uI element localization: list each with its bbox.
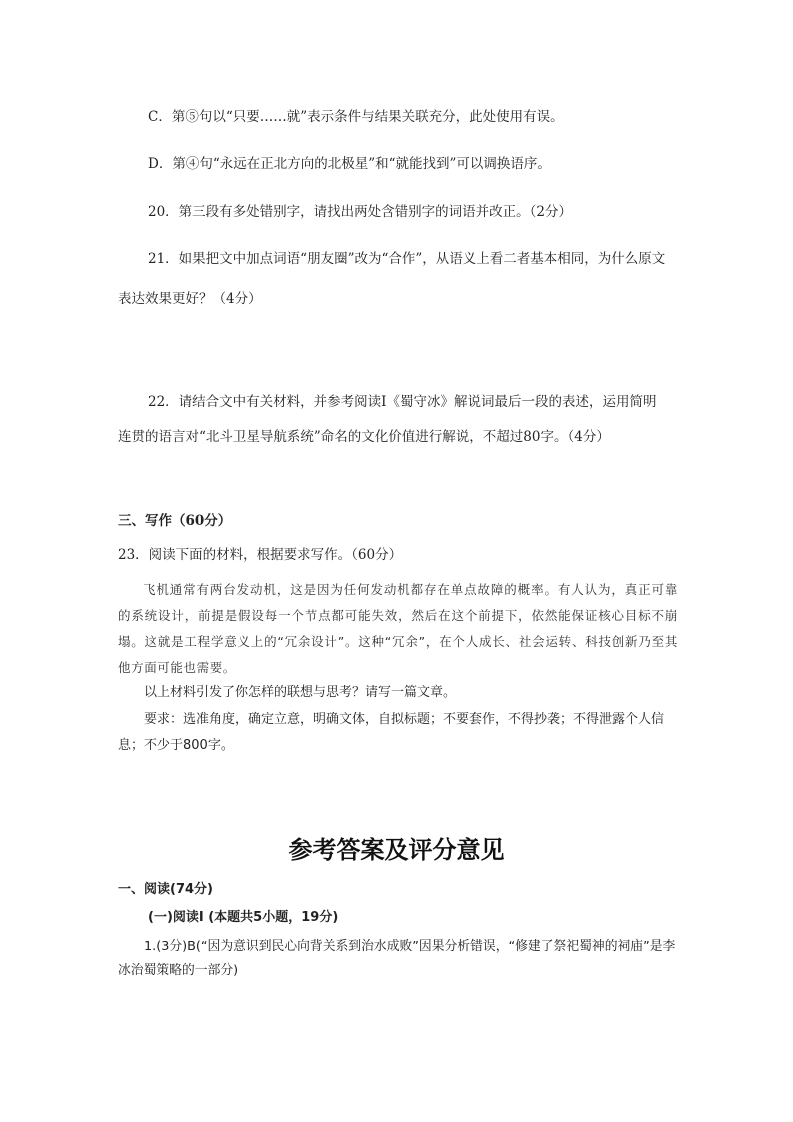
question-22-line-1: 22．请结合文中有关材料，并参考阅读Ⅰ《蜀守冰》解说词最后一段的表述，运用简明 bbox=[148, 394, 657, 410]
question-23: 23．阅读下面的材料，根据要求写作。（60分） bbox=[118, 547, 403, 563]
answer-section-1: 一、阅读(74分) bbox=[118, 882, 213, 897]
answer-1: 1.(3分)B(“因为意识到民心向背关系到治水成败”因果分析错误，“修建了祭祀蜀神的祠庙”是李冰治蜀策略的一部分) bbox=[118, 939, 676, 978]
question-20: 20．第三段有多处错别字，请找出两处含错别字的词语并改正。（2分） bbox=[148, 204, 573, 220]
writing-requirement: 要求：选准角度，确定立意，明确文体，自拟标题；不要套作，不得抄袭；不得泄露个人信息；不少于800字。 bbox=[118, 712, 665, 753]
option-d: D．第④句“永远在正北方向的北极星”和“就能找到”可以调换语序。 bbox=[148, 156, 551, 172]
question-21-line-2: 表达效果更好？（4分） bbox=[118, 291, 262, 307]
writing-section-heading: 三、写作（60分） bbox=[118, 513, 232, 529]
writing-prompt: 以上材料引发了你怎样的联想与思考？请写一篇文章。 bbox=[144, 685, 457, 700]
answer-key-title: 参考答案及评分意见 bbox=[288, 836, 505, 864]
question-21-line-1: 21．如果把文中加点词语“朋友圈”改为“合作”，从语义上看二者基本相同，为什么原文 bbox=[148, 251, 666, 267]
writing-material: 飞机通常有两台发动机，这是因为任何发动机都存在单点故障的概率。有人认为，真正可靠的系统设计，前提是假设每一个节点都可能失效，然后在这个前提下，依然能保证核心目标不崩塌。这就是工程学意义上的“冗余设计”。这种“冗余”，在个人成长、社会运转、科技创新乃至其他方面可能也需要。 bbox=[118, 582, 678, 675]
answer-subsection-1: (一)阅读Ⅰ (本题共5小题，19分) bbox=[148, 910, 339, 925]
option-c: C．第⑤句以“只要……就”表示条件与结果关联充分，此处使用有误。 bbox=[148, 109, 564, 125]
question-22-line-2: 连贯的语言对“北斗卫星导航系统”命名的文化价值进行解说，不超过80字。（4分） bbox=[118, 429, 610, 445]
